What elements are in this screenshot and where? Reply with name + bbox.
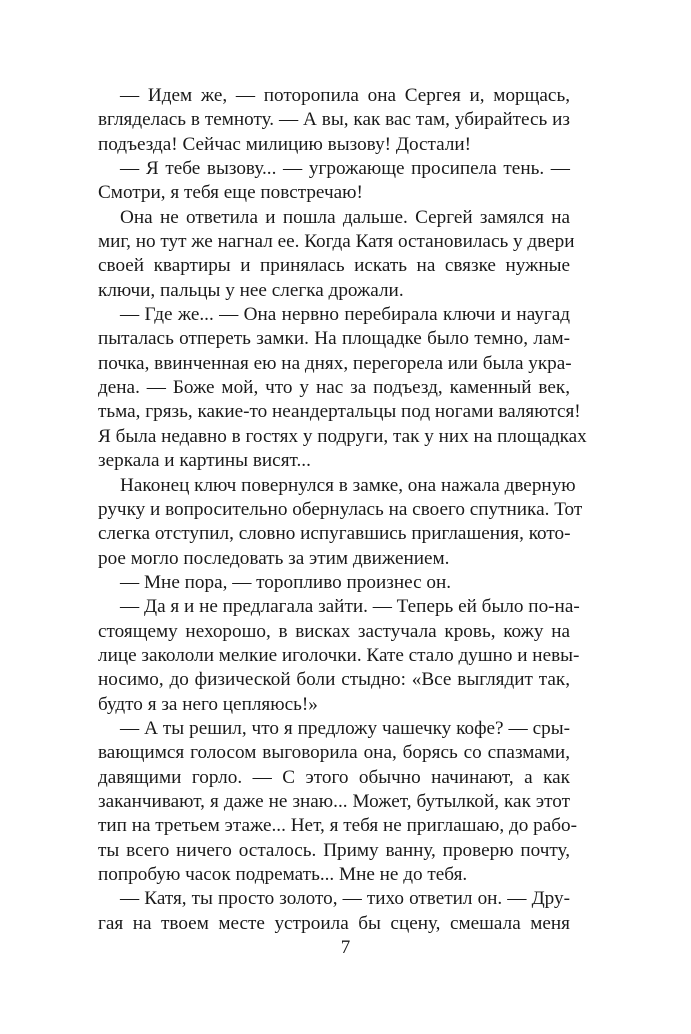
text-line: носимо, до физической боли стыдно: «Все выглядит так, xyxy=(98,669,570,691)
text-line: ключи, пальцы у нее слегка дрожали. xyxy=(98,279,404,301)
text-line: миг, но тут же нагнал ее. Когда Катя остановилась у двери xyxy=(98,231,575,253)
text-line: пыталась отпереть замки. На площадке было темно, лам- xyxy=(98,328,570,350)
text-line: — Катя, ты просто золото, — тихо ответил он. — Дру- xyxy=(120,888,570,910)
text-line: — Идем же, — поторопила она Сергея и, морщась, xyxy=(120,85,570,106)
text-line: почка, ввинченная ею на днях, перегорела или была укра- xyxy=(98,352,572,374)
text-line: гая на твоем месте устроила бы сцену, смешала меня xyxy=(98,912,570,934)
text-line: своей квартиры и принялась искать на связке нужные xyxy=(98,255,570,277)
text-line: тип на третьем этаже... Нет, я тебя не приглашаю, до рабо- xyxy=(98,815,577,837)
text-line: будто я за него цепляюсь!» xyxy=(98,693,318,715)
text-line: — Да я и не предлагала зайти. — Теперь ей было по-на- xyxy=(120,596,580,618)
text-line: — Мне пора, — торопливо произнес он. xyxy=(120,571,452,593)
text-line: ручку и вопросительно обернулась на своего спутника. Тот xyxy=(98,498,583,520)
text-line: вгляделась в темноту. — А вы, как вас там, убирайтесь из xyxy=(98,109,570,131)
text-line: Наконец ключ повернулся в замке, она нажала дверную xyxy=(120,474,576,496)
paragraph xyxy=(98,206,575,303)
text-line: зеркала и картины висят... xyxy=(98,450,311,472)
book-page-text xyxy=(98,84,587,936)
text-line: рое могло последовать за этим движением. xyxy=(98,547,450,569)
text-line: — Я тебе вызову... — угрожающе просипела тень. — xyxy=(120,158,570,180)
text-line: Смотри, я тебя еще повстречаю! xyxy=(98,182,363,204)
text-line: заканчивают, я даже не знаю... Может, бутылкой, как этот xyxy=(98,790,570,812)
text-line: тьма, грязь, какие-то неандертальцы под ногами валяются! xyxy=(98,401,581,423)
text-line: давящими горло. — С этого обычно начинают, а как xyxy=(98,766,570,788)
paragraph xyxy=(98,571,570,595)
paragraph xyxy=(98,887,570,936)
paragraph xyxy=(98,157,570,206)
text-line: лице закололи мелкие иголочки. Кате стало душно и невы- xyxy=(98,644,580,666)
page-number: 7 xyxy=(340,937,351,958)
paragraph xyxy=(98,717,577,887)
text-line: — Где же... — Она нервно перебирала ключи и наугад xyxy=(120,304,570,326)
text-line: ты всего ничего осталось. Приму ванну, проверю почту, xyxy=(98,839,570,861)
paragraph xyxy=(98,595,580,717)
text-line: Я была недавно в гостях у подруги, так у них на площадках xyxy=(98,425,587,447)
text-line: Она не ответила и пошла дальше. Сергей замялся на xyxy=(120,206,570,228)
paragraph xyxy=(98,84,570,157)
paragraph xyxy=(98,474,583,571)
paragraph xyxy=(98,303,587,473)
text-line: слегка отступил, словно испугавшись приглашения, кото- xyxy=(98,523,571,545)
text-line: — А ты решил, что я предложу чашечку кофе? — сры- xyxy=(120,717,570,739)
text-line: вающимся голосом выговорила она, борясь со спазмами, xyxy=(98,742,570,764)
text-line: стоящему нехорошо, в висках застучала кровь, кожу на xyxy=(98,620,570,642)
text-line: дена. — Боже мой, что у нас за подъезд, каменный век, xyxy=(98,377,570,399)
text-line: попробую часок подремать... Мне не до тебя. xyxy=(98,864,468,885)
text-line: подъезда! Сейчас милицию вызову! Достали! xyxy=(98,133,472,155)
